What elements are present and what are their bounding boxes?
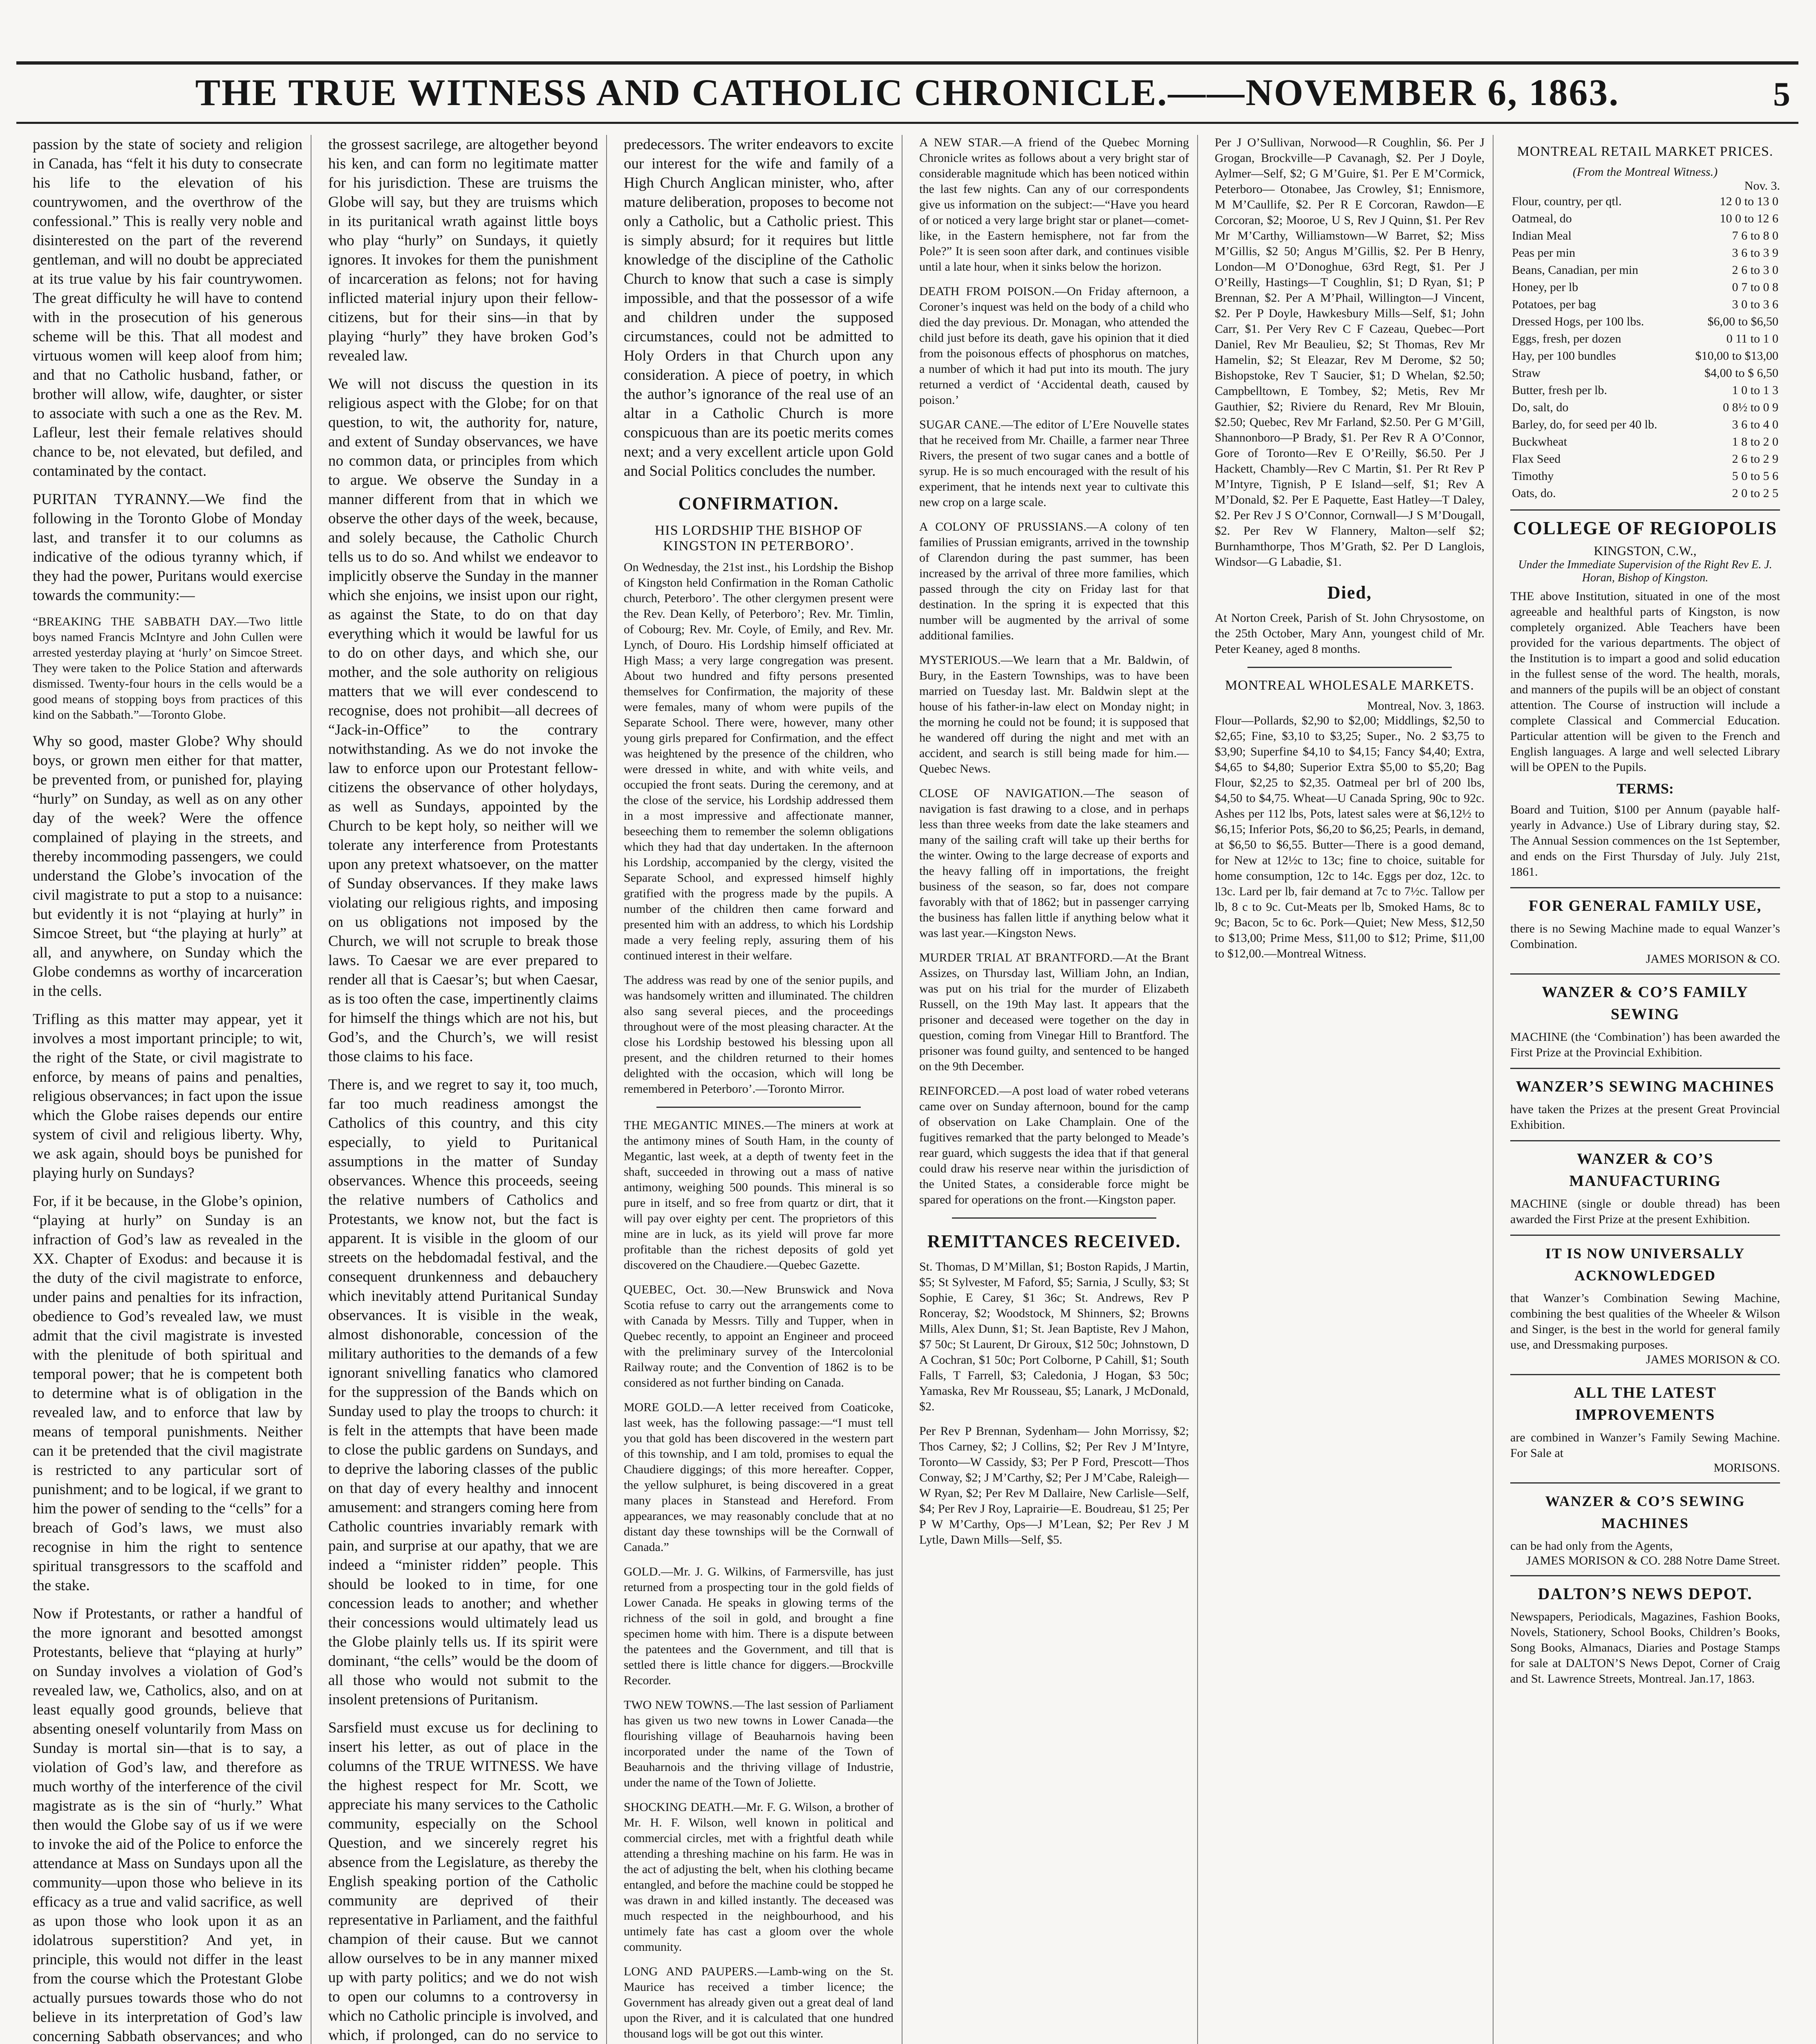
quoted-paragraph: “BREAKING THE SABBATH DAY.—Two little boys named Francis McIntyre and John Cullen were arrested yesterday playing at ‘hurly’ on Simcoe Street. They were taken to the Police Station and afterwards dismissed. Twenty-four hours in the cells would be a good means of stopping boys from practices of this kind on the Sabbath.”—Toronto Globe.: [33, 615, 302, 722]
ad-text: are combined in Wanzer’s Family Sewing Machine. For Sale at: [1510, 1431, 1780, 1460]
article-paragraph: Why so good, master Globe? Why should boys, or grown men either for that matter, be prevented from, or punished for, playing “hurly” on Sunday, as well as on any other day of the week? Were the offence complained of playing in the streets, and thereby incommoding passengers, we could understand the Globe’s invocation of the civil magistrate to put a stop to a nuisance: but evidently it is not “playing at hurly” in Simcoe Street, but “the playing at hurly” at all, and anywhere, on Sunday which the Globe condemns as worthy of incarceration in the cells.: [33, 733, 302, 1000]
price-row: [1510, 382, 1780, 399]
news-item: CLOSE OF NAVIGATION.—The season of navigation is fast drawing to a close, and in perhaps less than three weeks from date the lake steamers and many of the sailing craft will take up their berths for the winter. Owing to the large decrease of exports and the heavy falling off in importations, the freight business of the season, so far, does not compare favorably with that of 1862; but in passenger carrying the business has fallen little if anything below what it was last year.—Kingston News.: [919, 787, 1189, 940]
price-row: [1510, 450, 1780, 468]
page-number: 5: [1773, 75, 1790, 113]
price-row: [1510, 433, 1780, 450]
news-item: QUEBEC, Oct. 30.—New Brunswick and Nova Scotia refuse to carry out the arrangements come to with Canada by Messrs. Tilly and Tupper, when in Quebec recently, to appoint an Engineer and proceed with the preliminary survey of the Intercolonial Railway route; and the Convention of 1862 is to be considered as not further binding on Canada.: [624, 1283, 893, 1390]
price-row: [1510, 330, 1780, 347]
ad-signature: JAMES MORISON & CO. 288 Notre Dame Street.: [1526, 1554, 1780, 1567]
price-value: 1 8 to 2 0: [1732, 435, 1778, 448]
news-item: MORE GOLD.—A letter received from Coaticoke, last week, has the following passage:—“I must tell you that gold has been discovered in the western part of this township, and I am told, promises to equal the Chaudiere diggings; of this more hereafter. Copper, the yellow sulphuret, is being discovered in a great many places in Stanstead and Hereford. From appearances, we may reasonably conclude that at no distant day these townships will be the Cornwall of Canada.”: [624, 1401, 893, 1554]
price-item: Eggs, fresh, per dozen: [1512, 332, 1621, 345]
ad-text: have taken the Prizes at the present Great Provincial Exhibition.: [1510, 1103, 1780, 1132]
article-paragraph: For, if it be because, in the Globe’s opinion, “playing at hurly” on Sunday is an infraction of God’s law as revealed in the XX. Chapter of Exodus: and because it is the duty of the civil magistrate to enforce, under pains and penalties for its infraction, obedience to God’s revealed law, we must admit that the civil magistrate is invested with the plenitude of both spiritual and temporal power; that he is competent both to determine what is of obligation in the revealed law, and to enforce that law by means of temporal punishments. Neither can it be pretended that the civil magistrate is restricted to any particular sort of punishment; and to be logical, if we grant to him the power of sending to the “cells” for a breach of God’s laws, we must also recognise in him the right to sentence spiritual transgressors to the scaffold and the stake.: [33, 1193, 302, 1594]
price-value: $6,00 to $6,50: [1707, 315, 1778, 328]
price-row: [1510, 262, 1780, 279]
price-item: Barley, do, for seed per 40 lb.: [1512, 418, 1657, 431]
ad-heading: IT IS NOW UNIVERSALLY ACKNOWLEDGED: [1545, 1245, 1745, 1284]
news-item: DEATH FROM POISON.—On Friday afternoon, a Coroner’s inquest was held on the body of a child who died the day previous. Dr. Monagan, who attended the child just before its death, gave his opinion that it died from the poisonous effects of phosphorus on matches, a number of which it had put into its mouth. The jury returned a verdict of ‘Accidental death, caused by poison.’: [919, 285, 1189, 407]
price-value: 3 6 to 4 0: [1732, 418, 1778, 431]
terms-text: Board and Tuition, $100 per Annum (payable half-yearly in Advance.) Use of Library during stay, $2. The Annual Session commences on the 1st September, and ends on the First Thursday of July. July 21st, 1861.: [1510, 803, 1780, 879]
price-row: [1510, 193, 1780, 210]
news-item: MYSTERIOUS.—We learn that a Mr. Baldwin, of Bury, in the Eastern Townships, was to have been married on Tuesday last. Mr. Baldwin slept at the house of his father-in-law elect on Monday night; in the morning he could not be found; it is supposed that he wandered off during the night and met with an accident, and search is still being made for him.—Quebec News.: [919, 653, 1189, 775]
price-item: Do, salt, do: [1512, 401, 1569, 414]
college-text: THE above Institution, situated in one of the most agreeable and healthful parts of Kingston, is now completely organized. Able Teachers have been provided for the various departments. The object of the Institution is to impart a good and solid education in the fullest sense of the word. The health, morals, and manners of the pupils will be an object of constant attention. The Course of instruction will include a complete Classical and Commercial Education. Particular attention will be given to the French and English languages. A large and well selected Library will be OPEN to the Pupils.: [1510, 589, 1780, 774]
price-item: Buckwheat: [1512, 435, 1567, 448]
column-2: [328, 135, 598, 2044]
obituary: At Norton Creek, Parish of St. John Chrysostome, on the 25th October, Mary Ann, youngest child of Mr. Peter Keaney, aged 8 months.: [1215, 611, 1485, 656]
ad-signature: JAMES MORISON & CO.: [1646, 1353, 1780, 1366]
price-item: Indian Meal: [1512, 229, 1572, 242]
markets-date: Montreal, Nov. 3, 1863.: [1367, 699, 1485, 713]
divider: [952, 1217, 1156, 1219]
price-row: [1510, 279, 1780, 296]
section-heading: CONFIRMATION.: [678, 493, 839, 513]
article-paragraph: There is, and we regret to say it, too much, far too much readiness amongst the Catholics of this country, and this city especially, to yield to Puritanical assumptions in the matter of Sunday observances. Whence this proceeds, seeing the relative numbers of Catholics and Protestants, we know not, but the fact is apparent. It is visible in the gloom of our streets on the hebdomadal festival, and the consequent drunkenness and debauchery which inevitably attend Puritanical Sunday observances. It is visible in the weak, almost dishonorable, concession of the military authorities to the demands of a few ignorant snivelling fanatics who clamored for the suppression of the Bands which on Sunday used to play the troops to church: it is felt in the attempts that have been made to close the public gardens on Sundays, and to deprive the laboring classes of the public on that day of every healthy and innocent amusement: and strangers coming here from Catholic countries invariably remark with pain, and surprise at our apathy, that we are indeed a “minister ridden” people. This should be looked to in time, for one concession leads to another; and whether their concessions would ultimately lead us the Globe plainly tells us. If its spirit were dominant, “the cells” would be the doom of all those who would not submit to the insolent pretensions of Puritanism.: [328, 1076, 598, 1708]
price-value: 1 0 to 1 3: [1732, 383, 1778, 397]
ad-signature: MORISONS.: [1713, 1461, 1780, 1475]
news-item: LONG AND PAUPERS.—Lamb-wing on the St. Maurice has received a timber licence; the Government has already given out a great deal of land upon the River, and it is calculated that one hundred thousand logs will be got out this winter.: [624, 1965, 893, 2040]
divider: [1247, 667, 1452, 668]
column-4: [919, 135, 1189, 2044]
ad-heading: WANZER & CO’S SEWING MACHINES: [1545, 1493, 1745, 1531]
price-item: Straw: [1512, 366, 1541, 380]
price-value: 2 6 to 2 9: [1732, 452, 1778, 466]
ad-heading: FOR GENERAL FAMILY USE,: [1528, 897, 1762, 914]
masthead-title: THE TRUE WITNESS AND CATHOLIC CHRONICLE.——NOVEMBER 6, 1863.: [195, 72, 1620, 113]
price-row: [1510, 210, 1780, 227]
price-row: [1510, 313, 1780, 330]
retail-source: (From the Montreal Witness.): [1572, 165, 1718, 179]
ad-text: there is no Sewing Machine made to equal Wanzer’s Combination.: [1510, 922, 1780, 951]
divider: [656, 1107, 861, 1108]
column-6: [1510, 135, 1780, 2044]
markets-heading: MONTREAL WHOLESALE MARKETS.: [1225, 678, 1474, 693]
retail-heading: MONTREAL RETAIL MARKET PRICES.: [1517, 144, 1773, 159]
ad-text: can be had only from the Agents,: [1510, 1539, 1673, 1553]
ad-text: MACHINE (single or double thread) has been awarded the First Prize at the present Exhibition.: [1510, 1197, 1780, 1226]
price-value: 3 0 to 3 6: [1732, 298, 1778, 311]
price-value: 0 8½ to 0 9: [1723, 401, 1778, 414]
column-rule: [1197, 135, 1198, 2044]
article-paragraph: The address was read by one of the senior pupils, and was handsomely written and illuminated. The children also sang several pieces, and the proceedings throughout were of the most pleasing character. At the close his Lordship bestowed his blessing upon all present, and the children returned to their homes delighted with the occasion, which will long be remembered in Peterboro’.—Toronto Mirror.: [624, 973, 893, 1096]
news-item: THE MEGANTIC MINES.—The miners at work at the antimony mines of South Ham, in the county of Megantic, last week, at a depth of twenty feet in the shaft, succeeded in throwing out a mass of native antimony, weighing 500 pounds. This mineral is so pure in itself, and so free from quartz or dirt, that it will pay over eighty per cent. The proprietors of this mine are in luck, as its yield will prove far more profitable than the richest deposits of gold yet discovered on the Chaudiere.—Quebec Gazette.: [624, 1118, 893, 1272]
remittances-list: St. Thomas, D M’Millan, $1; Boston Rapids, J Martin, $5; St Sylvester, M Faford, $5; Sarnia, J Scully, $3; St Sophie, E Carey, $1 36c; St. Andrews, Rev P Ronceray, $2; Woodstock, M Shinners, $2; Browns Mills, Alex Dunn, $1; St. Jean Baptiste, Rev J Mahon, $7 50c; St Laurent, Dr Giroux, $12 50c; Johnstown, D A Cochran, $1 50c; Port Colborne, P Cahill, $1; South Falls, T Farrell, $3; Caledonia, J Hogan, $3 50c; Yamaska, Rev Mr Rousseau, $5; Lanark, J McDonald, $2.: [919, 1260, 1189, 1413]
college-supervision: Under the Immediate Supervision of the Right Rev E. J. Horan, Bishop of Kingston.: [1518, 558, 1772, 584]
article-paragraph: Now if Protestants, or rather a handful of the more ignorant and besotted amongst Protestants, believe that “playing at hurly” on Sunday involves a violation of God’s revealed law, we, Catholics, also, and on at least equally good grounds, believe that absenting oneself voluntarily from Mass on Sunday is mortal sin—that is to say, a violation of God’s law, and therefore as much worthy of the interference of the civil magistrate as is the sin of “hurly.” What then would the Globe say of us if we were to invoke the aid of the Police to enforce the attendance at Mass on Sundays upon all the community—upon those who believe in its efficacy as a true and valid sacrifice, as well as upon those who look upon it as an idolatrous superstition? And yet, in principle, this would not differ in the least from the course which the Protestant Globe actually pursues towards those who do not believe in its interpretation of God’s law concerning Sabbath observances; and who: [33, 1605, 302, 2044]
price-item: Timothy: [1512, 469, 1554, 483]
price-item: Oats, do.: [1512, 486, 1556, 500]
ad-heading: DALTON’S NEWS DEPOT.: [1538, 1585, 1753, 1603]
column-rule: [1493, 135, 1494, 2044]
died-heading: Died,: [1327, 583, 1372, 603]
price-value: $10,00 to $13,00: [1695, 349, 1778, 363]
column-1: [33, 135, 302, 2044]
price-value: 0 11 to 1 0: [1726, 332, 1778, 345]
price-item: Flour, country, per qtl.: [1512, 195, 1622, 208]
price-value: 0 7 to 0 8: [1732, 280, 1778, 294]
remittances-list: Per J O’Sullivan, Norwood—R Coughlin, $6. Per J Grogan, Brockville—P Cavanagh, $2. Per J Doyle, Aylmer—Self, $2; G M’Guire, $1. Per E M’Cormick, Peterboro— Otonabee, Jas Crowley, $1; Ennismore, M M’Caullife, $2. Per R E Corcoran, Rawdon—E Corcoran, $2; Mooroe, U S, Rev J Quinn, $1. Per Rev Mr M’Carthy, Williamstown—W Barret, $2; Miss M’Gillis, $2 50; Angus M’Gillis, $2. Per B Henry, London—M O’Donoghue, 63rd Regt, $1. Per J O’Reilly, Hastings—T Coughlin, $1; D Ryan, $1; P Brennan, $2. Per A M’Phail, Willington—J Vincent, $2. Per P Doyle, Hawkesbury Mills—Self, $1; John Carr, $1. Per Very Rev C F Cazeau, Quebec—Port Daniel, Rev Mr Beaulieu, $2; St Thomas, Rev Mr Hamelin, $2; St Eleazar, Rev M Derome, $2 50; Bishopstoke, Rev T Saucier, $1; D Whelan, $2.50; Campbelltown, E Tombey, $2; Metis, Rev Mr Gauthier, $2; Riviere du Renard, Rev Mr Blouin, $2.50; Quebec, Rev Mr Farland, $2.50. Per G M’Gill, Shannonboro—P Brady, $1. Per Rev R A O’Connor, Gore of Toronto—Rev E O’Reilly, $6.50. Per J Hackett, Chambly—Rev C Martin, $1. Per Rt Rev P M’Intyre, Tignish, P E Island—self, $1; Rev A M’Donald, $2. Per E Paquette, East Hatley—T Daley, $2. Per Rev J S O’Connor, Cornwall—J S M’Dougall, $2. Per Rev W Flannery, Malton—self $2; Burnhamthorpe, Thos M’Grath, $2. Per D Langlois, Windsor—G Labadie, $1.: [1215, 136, 1485, 569]
ad-heading: WANZER & CO’S MANUFACTURING: [1569, 1150, 1721, 1190]
news-item: REINFORCED.—A post load of water robed veterans came over on Sunday afternoon, bound for the camp of observation on Lake Champlain. One of the fugitives remarked that the party belonged to Meade’s rear guard, which suggests the idea that if that general could draw his reserve near within the jurisdiction of the United States, a considerable force might be spared for operations on the front.—Kingston paper.: [919, 1084, 1189, 1206]
price-item: Honey, per lb: [1512, 280, 1579, 294]
news-item: SUGAR CANE.—The editor of L’Ere Nouvelle states that he received from Mr. Chaille, a farmer near Three Rivers, the present of two sugar canes and a bottle of syrup. He is so much encouraged with the result of his experiment, that he intends next year to cultivate this new crop on a large scale.: [919, 418, 1189, 509]
remittances-list: Per Rev P Brennan, Sydenham— John Morrissy, $2; Thos Carney, $2; J Collins, $2; Per Rev J M’Intyre, Toronto—W Cassidy, $3; Per P Ford, Prescott—Thos Conway, $2; J M’Carthy, $2; Per J M’Cabe, Raleigh— W Ryan, $2; Per Rev M Dallaire, New Carlisle—Self, $4; Per Rev J Roy, Laprairie—E. Boudreau, $1 25; Per P W M’Carthy, Ops—J M’Lean, $2; Per Rev J M Lytle, Dawn Mills—Self, $5.: [919, 1424, 1189, 1546]
price-value: 2 6 to 3 0: [1732, 263, 1778, 277]
article-paragraph: the grossest sacrilege, are altogether beyond his ken, and can form no legitimate matter for his jurisdiction. These are truisms the Globe will say, but they are truisms which in its puritanical wrath against little boys who play “hurly” on Sundays, it quietly ignores. It invokes for them the punishment of incarceration as felons; not for having inflicted material injury upon their fellow-citizens, but for their sins—in that by playing “hurly” they have broken God’s revealed law.: [328, 136, 598, 364]
price-row: [1510, 347, 1780, 365]
masthead: [16, 61, 1798, 124]
price-value: 12 0 to 13 0: [1720, 195, 1778, 208]
terms-heading: TERMS:: [1616, 780, 1674, 797]
ad-heading: WANZER & CO’S FAMILY SEWING: [1542, 984, 1749, 1023]
price-row: [1510, 244, 1780, 262]
price-value: 2 0 to 2 5: [1732, 486, 1778, 500]
column-rule: [606, 135, 607, 2044]
column-3: [624, 135, 893, 2044]
ad-heading: WANZER’S SEWING MACHINES: [1516, 1078, 1775, 1095]
article-paragraph: Trifling as this matter may appear, yet it involves a most important principle; to wit, the right of the State, or civil magistrate to enforce, by means of pains and penalties, religious observances; in fact upon the issue which the Globe raises depends our entire system of civil and religious liberty. Why, we ask again, should boys be punished for playing hurly on Sundays?: [33, 1011, 302, 1181]
section-heading: REMITTANCES RECEIVED.: [927, 1231, 1181, 1251]
price-row: [1510, 227, 1780, 244]
article-paragraph: predecessors. The writer endeavors to excite our interest for the wife and family of a High Church Anglican minister, who, after mature deliberation, proposes to become not only a Catholic, but a Catholic priest. This is simply absurd; for it requires but little knowledge of the discipline of the Catholic Church to know that such a case is simply impossible, and that the possessor of a wife and children under the supposed circumstances, could not be admitted to Holy Orders in that Church upon any consideration. A piece of poetry, in which the author’s ignorance of the real use of an altar in a Catholic Church is more conspicuous than are its poetic merits comes next; and a very excellent article upon Gold and Social Politics concludes the number.: [624, 136, 893, 480]
college-location: KINGSTON, C.W.,: [1594, 543, 1697, 558]
article-paragraph: PURITAN TYRANNY.—We find the following in the Toronto Globe of Monday last, and transfer it to our columns as indicative of the odious tyranny which, if they had the power, Puritans would exercise towards the community:—: [33, 491, 302, 604]
article-paragraph: On Wednesday, the 21st inst., his Lordship the Bishop of Kingston held Confirmation in the Roman Catholic church, Peterboro’. The other clergymen present were the Rev. Dean Kelly, of Peterboro’; Rev. Mr. Timlin, of Cobourg; Rev. Mr. Coyle, of Emily, and Rev. Mr. Lynch, of Douro. His Lordship himself officiated at High Mass; a very large congregation was present. About two hundred and fifty persons presented themselves for Confirmation, the majority of these were females, many of whom were pupils of the Separate School. There were, however, many other young girls prepared for Confirmation, and the effect was heightened by the presence of the children, who were dressed in white, and with white veils, and occupied the front seats. During the ceremony, and at the close of the service, his Lordship addressed them in a most impressive and affectionate manner, beseeching them to remember the solemn obligations which they had that day undertaken. In the afternoon his Lordship, accompanied by the clergy, visited the Separate School, and expressed himself highly gratified with the progress made by the pupils. A number of the children then came forward and presented him with an address, to which his Lordship made a very feeling reply, assuring them of his continued interest in their welfare.: [624, 560, 893, 962]
price-item: Butter, fresh per lb.: [1512, 383, 1607, 397]
price-row: [1510, 416, 1780, 433]
article-paragraph: passion by the state of society and religion in Canada, has “felt it his duty to consecrate his life to the elevation of his countrywomen, and the overthrow of the confessional.” This is really very noble and disinterested on the part of the reverend gentleman, and will no doubt be appreciated at its true value by his fair countrywomen. The great difficulty he will have to contend with in the prosecution of his generous scheme will be this. That all modest and virtuous women will keep aloof from him; and that no Catholic husband, father, or brother will allow, wife, daughter, or sister to associate with such a one as the Rev. M. Lafleur, lest their female relatives should chance to be, not elevated, but defiled, and contaminated by the contact.: [33, 136, 302, 480]
price-item: Flax Seed: [1512, 452, 1561, 466]
price-value: 10 0 to 12 6: [1720, 212, 1778, 225]
ad-signature: JAMES MORISON & CO.: [1646, 952, 1780, 966]
retail-date: Nov. 3.: [1744, 179, 1780, 193]
news-item: SHOCKING DEATH.—Mr. F. G. Wilson, a brother of Mr. H. F. Wilson, well known in political and commercial circles, met with a frightful death while attending a threshing machine on his farm. He was in the act of adjusting the belt, when his clothing became entangled, and before the machine could be stopped he was drawn in and killed instantly. The deceased was much respected in the neighbourhood, and his untimely fate has cast a gloom over the whole community.: [624, 1800, 893, 1954]
news-item: A COLONY OF PRUSSIANS.—A colony of ten families of Prussian emigrants, arrived in the township of Clarendon during the past summer, has been increased by the arrival of three more families, which passed through the city on Friday last for that destination. In the spring it is expected that this number will be augmented by the arrival of some additional families.: [919, 520, 1189, 642]
price-value: 5 0 to 5 6: [1732, 469, 1778, 483]
price-row: [1510, 485, 1780, 502]
ad-text: that Wanzer’s Combination Sewing Machine, combining the best qualities of the Wheeler & Wilson and Singer, is the best in the world for general family use, and Dressmaking purposes.: [1510, 1291, 1780, 1351]
ad-heading: ALL THE LATEST IMPROVEMENTS: [1574, 1384, 1717, 1423]
price-value: $4,00 to $ 6,50: [1704, 366, 1778, 380]
section-subheading: HIS LORDSHIP THE BISHOP OF KINGSTON IN PETERBORO’.: [654, 523, 863, 554]
price-value: 7 6 to 8 0: [1732, 229, 1778, 242]
price-value: 3 6 to 3 9: [1732, 246, 1778, 260]
news-item: MURDER TRIAL AT BRANTFORD.—At the Brant Assizes, on Thursday last, William John, an Indian, was put on his trial for the murder of Elizabeth Russell, on the 19th May last. It appears that the prisoner and deceased were together on the day in question, coming from Vinegar Hill to Brantford. The prisoner was found guilty, and sentenced to be hanged on the 9th December.: [919, 951, 1189, 1073]
price-item: Hay, per 100 bundles: [1512, 349, 1616, 363]
price-row: [1510, 365, 1780, 382]
news-item: TWO NEW TOWNS.—The last session of Parliament has given us two new towns in Lower Canada—the flourishing village of Beauharnois having been incorporated under the name of the Town of Beauharnois and the thriving village of Industrie, under the name of the Town of Joliette.: [624, 1698, 893, 1789]
article-paragraph: We will not discuss the question in its religious aspect with the Globe; for on that question, to wit, the authority for, nature, and extent of Sunday observances, we have no common data, or principles from which to argue. We observe the Sunday in a manner different from that in which we observe the other days of the week, because, and solely because, the Catholic Church tells us to do so. And whilst we endeavor to implicitly observe the Sunday in the manner which she enjoins, we insist upon our right, as against the State, to do on that day everything which it would be lawful for us to do on other days, and which she, our mother, and the sole authority on religious matters that we will ever condescend to recognise, does not prohibit—all decrees of “Jack-in-Office” to the contrary notwithstanding. As we do not invoke the law to enforce upon our Protestant fellow-citizens the observance of other holydays, as well as Sundays, appointed by the Church to be kept holy, so neither will we tolerate any interference from Protestants upon any pretext whatsoever, on the matter of Sunday observances. If they make laws violating our religious rights, and imposing on us obligations not imposed by the Church, we will not scruple to break those laws. To Caesar we are ever prepared to render all that is Caesar’s; but when Caesar, as is too often the case, impertinently claims for himself the things which are not his, but God’s, and the Church’s, we will resist those claims to his face.: [328, 376, 598, 1065]
price-item: Oatmeal, do: [1512, 212, 1572, 225]
column-5: [1215, 135, 1485, 2044]
price-item: Beans, Canadian, per min: [1512, 263, 1639, 277]
price-row: [1510, 399, 1780, 416]
news-item: A NEW STAR.—A friend of the Quebec Morning Chronicle writes as follows about a very bright star of considerable magnitude which has been noticed within the last few nights. Can any of our correspondents give us information on the subject:—“Have you heard of or noticed a very large bright star or planet—comet-like, in the Eastern hemisphere, not far from the Pole?” It is seen soon after dark, and continues visible until a late hour, when it sinks below the horizon.: [919, 136, 1189, 273]
ad-text: Newspapers, Periodicals, Magazines, Fashion Books, Novels, Stationery, School Books, Children’s Books, Song Books, Almanacs, Diaries and Postage Stamps for sale at DALTON’S News Depot, Corner of Craig and St. Lawrence Streets, Montreal. Jan.17, 1863.: [1510, 1610, 1780, 1685]
news-item: GOLD.—Mr. J. G. Wilkins, of Farmersville, has just returned from a prospecting tour in the gold fields of Lower Canada. He speaks in glowing terms of the richness of the soil in gold, and brought a fine specimen home with him. There is a dispute between the patentees and the Government, and till that is settled there is little chance for diggers.—Brockville Recorder.: [624, 1565, 893, 1687]
article-paragraph: Sarsfield must excuse us for declining to insert his letter, as out of place in the columns of the TRUE WITNESS. We have the highest respect for Mr. Scott, we appreciate his many services to the Catholic community, especially on the School Question, and we sincerely regret his absence from the Legislature, as thereby the English speaking portion of the Catholic community are deprived of their representative in Parliament, and the faithful champion of their cause. But we cannot allow ourselves to be in any manner mixed up with party politics; and we do not wish to open our columns to a controversy in which no Catholic principle is involved, and which, if prolonged, can do no service to: [328, 1719, 598, 2044]
ad-text: MACHINE (the ‘Combination’) has been awarded the First Prize at the Provincial Exhibition.: [1510, 1030, 1780, 1059]
markets-report: Flour—Pollards, $2,90 to $2,00; Middlings, $2,50 to $2,65; Fine, $3,10 to $3,25; Super., No. 2 $3,75 to $3,90; Superfine $4,10 to $4,15; Fancy $4,40; Extra, $4,65 to $4,80; Superior Extra $5,00 to $5,20; Bag Flour, $2,25 to $2,35. Oatmeal per brl of 200 lbs, $4,50 to $4,75. Wheat—U Canada Spring, 90c to 92c. Ashes per 112 lbs, Pots, latest sales were at $6,12½ to $6,15; Inferior Pots, $6,20 to $6,25; Pearls, in demand, at $6,50 to $6,55. Butter—There is a good demand, for New at 12½c to 13c; fine to choice, suitable for home consumption, 12c to 14c. Eggs per doz, 12c. to 13c. Lard per lb, fair demand at 7c to 7½c. Tallow per lb, 8 c to 9c. Cut-Meats per lb, Smoked Hams, 8c to 9c; Bacon, 5c to 6c. Pork—Quiet; New Mess, $12,50 to $13,00; Prime Mess, $11,00 to $12; Prime, $11,00 to $12,00.—Montreal Witness.: [1215, 714, 1485, 960]
price-item: Potatoes, per bag: [1512, 298, 1596, 311]
price-row: [1510, 468, 1780, 485]
price-row: [1510, 296, 1780, 313]
college-title: COLLEGE OF REGIOPOLIS: [1513, 518, 1778, 538]
price-item: Dressed Hogs, per 100 lbs.: [1512, 315, 1644, 328]
price-item: Peas per min: [1512, 246, 1575, 260]
retail-price-table: [1510, 193, 1780, 502]
